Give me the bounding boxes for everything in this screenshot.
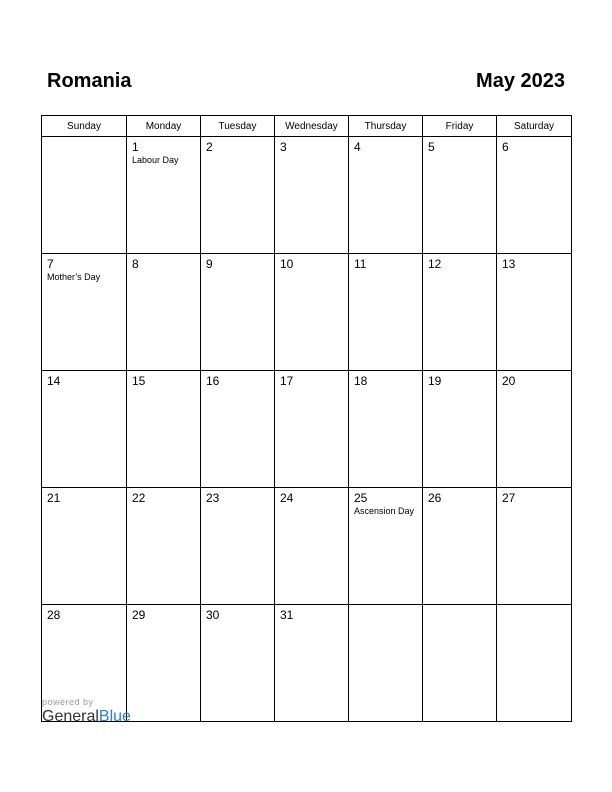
day-number: 26 <box>428 491 442 505</box>
month-title: May 2023 <box>476 70 565 92</box>
day-cell <box>423 137 497 254</box>
day-number: 10 <box>280 257 294 271</box>
day-cell <box>127 488 201 605</box>
day-number: 28 <box>47 608 61 622</box>
day-number: 6 <box>502 140 509 154</box>
day-number: 15 <box>132 374 146 388</box>
day-number: 14 <box>47 374 61 388</box>
day-number: 22 <box>132 491 146 505</box>
day-number: 11 <box>354 257 367 271</box>
calendar-header <box>41 70 571 100</box>
day-number: 21 <box>47 491 61 505</box>
powered-by-text: powered by <box>42 697 94 707</box>
day-cell <box>127 371 201 488</box>
weekday-wednesday: Wednesday <box>275 116 349 137</box>
day-cell <box>42 137 127 254</box>
brand-blue: Blue <box>98 708 131 725</box>
day-number: 9 <box>206 257 213 271</box>
day-cell <box>349 137 423 254</box>
day-cell <box>497 605 572 722</box>
day-number: 29 <box>132 608 146 622</box>
week-row <box>42 371 572 488</box>
brand-general: General <box>42 708 99 725</box>
holiday-label: Mother’s Day <box>47 272 101 282</box>
day-number: 12 <box>428 257 442 271</box>
day-cell <box>423 605 497 722</box>
day-cell <box>201 137 275 254</box>
day-number: 13 <box>502 257 516 271</box>
day-number: 23 <box>206 491 220 505</box>
day-number: 19 <box>428 374 442 388</box>
day-cell <box>349 254 423 371</box>
day-number: 1 <box>132 140 139 154</box>
day-cell <box>275 488 349 605</box>
day-cell <box>275 137 349 254</box>
day-cell <box>127 137 201 254</box>
day-number: 16 <box>206 374 220 388</box>
weekday-tuesday: Tuesday <box>201 116 275 137</box>
day-cell <box>201 488 275 605</box>
day-cell <box>423 254 497 371</box>
day-cell <box>127 254 201 371</box>
day-cell <box>42 488 127 605</box>
week-row <box>42 254 572 371</box>
day-cell <box>201 371 275 488</box>
day-number: 30 <box>206 608 220 622</box>
day-number: 5 <box>428 140 435 154</box>
day-cell <box>275 254 349 371</box>
day-number: 25 <box>354 491 368 505</box>
day-number: 24 <box>280 491 294 505</box>
day-cell <box>201 605 275 722</box>
day-cell <box>275 605 349 722</box>
day-cell <box>423 488 497 605</box>
footer-branding <box>42 697 131 726</box>
day-cell <box>42 254 127 371</box>
day-cell <box>497 371 572 488</box>
weekday-header-row <box>42 116 572 137</box>
day-cell <box>275 371 349 488</box>
day-cell <box>201 254 275 371</box>
day-number: 2 <box>206 140 213 154</box>
country-title: Romania <box>47 70 132 92</box>
day-cell <box>349 605 423 722</box>
day-number: 3 <box>280 140 287 154</box>
generalblue-logo <box>42 708 131 726</box>
holiday-label: Labour Day <box>132 155 179 165</box>
day-number: 31 <box>280 608 294 622</box>
weekday-thursday: Thursday <box>349 116 423 137</box>
day-number: 20 <box>502 374 516 388</box>
weekday-saturday: Saturday <box>497 116 572 137</box>
day-cell <box>497 137 572 254</box>
day-cell <box>349 488 423 605</box>
weekday-friday: Friday <box>423 116 497 137</box>
day-cell <box>497 254 572 371</box>
day-number: 18 <box>354 374 368 388</box>
week-row <box>42 137 572 254</box>
day-cell <box>423 371 497 488</box>
day-cell <box>127 605 201 722</box>
weekday-monday: Monday <box>127 116 201 137</box>
weekday-sunday: Sunday <box>42 116 127 137</box>
week-row <box>42 488 572 605</box>
day-cell <box>497 488 572 605</box>
day-number: 4 <box>354 140 361 154</box>
day-number: 7 <box>47 257 54 271</box>
calendar-grid <box>41 115 572 722</box>
day-cell <box>42 371 127 488</box>
day-number: 27 <box>502 491 516 505</box>
holiday-label: Ascension Day <box>354 506 415 516</box>
day-number: 17 <box>280 374 294 388</box>
day-cell <box>349 371 423 488</box>
day-number: 8 <box>132 257 139 271</box>
